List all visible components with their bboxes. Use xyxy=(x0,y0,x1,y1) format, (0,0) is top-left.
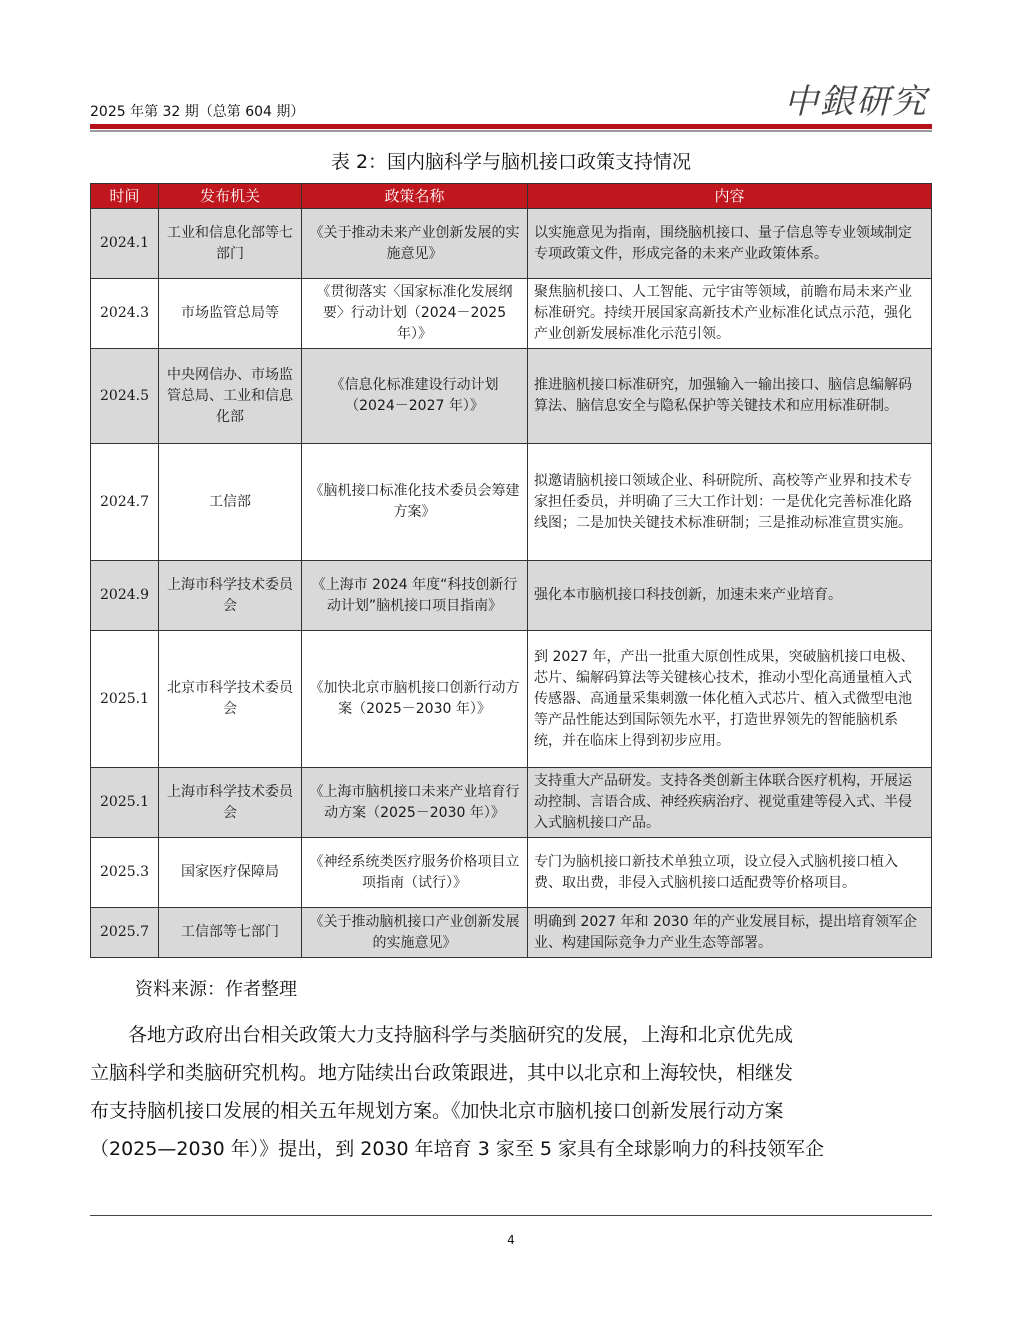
page-number: 4 xyxy=(507,1233,515,1247)
cell-date: 2025.7 xyxy=(91,908,159,958)
table-row xyxy=(91,561,932,631)
cell-date: 2025.1 xyxy=(91,631,159,768)
cell-agency: 工信部等七部门 xyxy=(159,908,302,958)
cell-content: 强化本市脑机接口科技创新，加速未来产业培育。 xyxy=(528,561,932,631)
cell-content: 到 2027 年，产出一批重大原创性成果，突破脑机接口电极、芯片、编解码算法等关键核心技术，推动小型化高通量植入式传感器、高通量采集刺激一体化植入式芯片、植入式微型电池等产品性能达到国际领先水平，打造世界领先的智能脑机系统，并在临床上得到初步应用。 xyxy=(528,631,932,768)
table-title: 表 2：国内脑科学与脑机接口政策支持情况 xyxy=(330,151,692,173)
cell-agency: 国家医疗保障局 xyxy=(159,838,302,908)
column-header-content: 内容 xyxy=(528,184,932,209)
cell-policy: 《贯彻落实〈国家标准化发展纲要〉行动计划（2024－2025 年）》 xyxy=(302,279,528,349)
cell-agency: 工业和信息化部等七部门 xyxy=(159,209,302,279)
column-header-date: 时间 xyxy=(91,184,159,209)
table-row xyxy=(91,279,932,349)
paragraph-line: （2025—2030 年）》提出，到 2030 年培育 3 家至 5 家具有全球影响力的科技领军企 xyxy=(90,1138,825,1160)
table-row xyxy=(91,838,932,908)
cell-date: 2025.3 xyxy=(91,838,159,908)
policy-table xyxy=(90,183,932,958)
cell-content: 专门为脑机接口新技术单独立项，设立侵入式脑机接口植入费、取出费，非侵入式脑机接口适配费等价格项目。 xyxy=(528,838,932,908)
cell-content: 推进脑机接口标准研究，加强输入一输出接口、脑信息编解码算法、脑信息安全与隐私保护等关键技术和应用标准研制。 xyxy=(528,349,932,444)
cell-policy: 《关于推动脑机接口产业创新发展的实施意见》 xyxy=(302,908,528,958)
cell-content: 明确到 2027 年和 2030 年的产业发展目标，提出培育领军企业、构建国际竞争力产业生态等部署。 xyxy=(528,908,932,958)
paragraph-line: 各地方政府出台相关政策大力支持脑科学与类脑研究的发展，上海和北京优先成 xyxy=(90,1024,794,1046)
cell-policy: 《上海市 2024 年度“科技创新行动计划”脑机接口项目指南》 xyxy=(302,561,528,631)
cell-agency: 工信部 xyxy=(159,444,302,561)
cell-content: 支持重大产品研发。支持各类创新主体联合医疗机构，开展运动控制、言语合成、神经疾病治疗、视觉重建等侵入式、半侵入式脑机接口产品。 xyxy=(528,768,932,838)
cell-date: 2024.1 xyxy=(91,209,159,279)
cell-agency: 中央网信办、市场监管总局、工业和信息化部 xyxy=(159,349,302,444)
cell-policy: 《关于推动未来产业创新发展的实施意见》 xyxy=(302,209,528,279)
table-row xyxy=(91,209,932,279)
cell-policy: 《上海市脑机接口未来产业培育行动方案（2025－2030 年）》 xyxy=(302,768,528,838)
issue-label: 2025 年第 32 期（总第 604 期） xyxy=(90,104,305,120)
cell-agency: 市场监管总局等 xyxy=(159,279,302,349)
paragraph-line: 立脑科学和类脑研究机构。地方陆续出台政策跟进，其中以北京和上海较快，相继发 xyxy=(90,1062,794,1084)
table-row xyxy=(91,631,932,768)
table-row xyxy=(91,444,932,561)
cell-date: 2024.5 xyxy=(91,349,159,444)
body-paragraph xyxy=(90,1016,932,1168)
cell-agency: 上海市科学技术委员会 xyxy=(159,768,302,838)
cell-policy: 《脑机接口标准化技术委员会筹建方案》 xyxy=(302,444,528,561)
cell-policy: 《信息化标准建设行动计划（2024－2027 年）》 xyxy=(302,349,528,444)
column-header-policy: 政策名称 xyxy=(302,184,528,209)
brand-logo: 中銀研究 xyxy=(784,82,928,122)
cell-policy: 《加快北京市脑机接口创新行动方案（2025－2030 年）》 xyxy=(302,631,528,768)
table-row xyxy=(91,908,932,958)
cell-content: 拟邀请脑机接口领域企业、科研院所、高校等产业界和技术专家担任委员，并明确了三大工作计划：一是优化完善标准化路线图；二是加快关键技术标准研制；三是推动标准宣贯实施。 xyxy=(528,444,932,561)
table-row xyxy=(91,349,932,444)
cell-date: 2024.7 xyxy=(91,444,159,561)
table-source-note: 资料来源：作者整理 xyxy=(135,979,297,1000)
header-divider-red xyxy=(90,124,932,129)
footer-divider xyxy=(90,1215,932,1216)
paragraph-line: 布支持脑机接口发展的相关五年规划方案。《加快北京市脑机接口创新发展行动方案 xyxy=(90,1100,784,1122)
cell-agency: 北京市科学技术委员会 xyxy=(159,631,302,768)
cell-agency: 上海市科学技术委员会 xyxy=(159,561,302,631)
cell-date: 2024.3 xyxy=(91,279,159,349)
table-row xyxy=(91,768,932,838)
cell-policy: 《神经系统类医疗服务价格项目立项指南（试行）》 xyxy=(302,838,528,908)
table-header-row xyxy=(91,184,932,209)
cell-date: 2025.1 xyxy=(91,768,159,838)
cell-content: 聚焦脑机接口、人工智能、元宇宙等领域，前瞻布局未来产业标准研究。持续开展国家高新技术产业标准化试点示范，强化产业创新发展标准化示范引领。 xyxy=(528,279,932,349)
header-divider-gray xyxy=(90,130,932,132)
cell-content: 以实施意见为指南，围绕脑机接口、量子信息等专业领域制定专项政策文件，形成完备的未来产业政策体系。 xyxy=(528,209,932,279)
cell-date: 2024.9 xyxy=(91,561,159,631)
column-header-agency: 发布机关 xyxy=(159,184,302,209)
